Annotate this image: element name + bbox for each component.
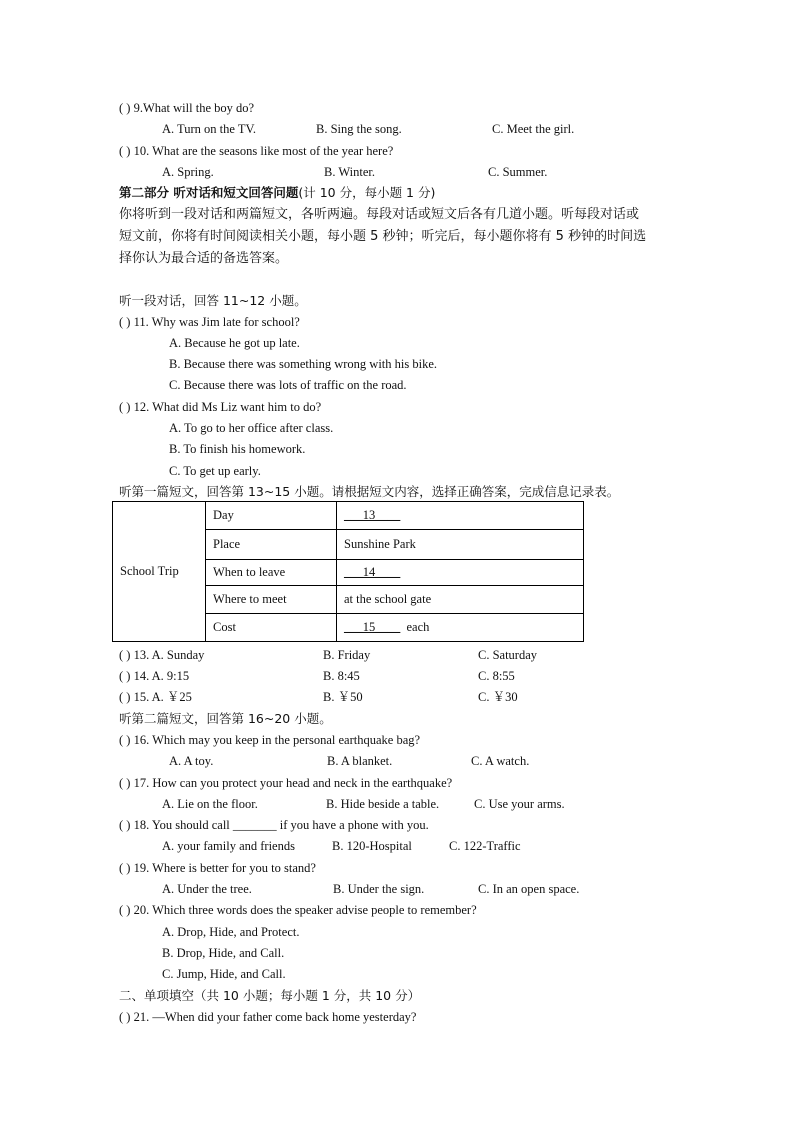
table-row-value: ___13____ — [337, 502, 584, 530]
question-12-option-b: B. To finish his homework. — [169, 442, 306, 456]
question-15-stem: ( ) 15. A. ￥25 — [119, 690, 192, 704]
question-19-option-a: A. Under the tree. — [162, 882, 252, 896]
question-11-stem: ( ) 11. Why was Jim late for school? — [119, 315, 300, 329]
question-19-stem: ( ) 19. Where is better for you to stand? — [119, 861, 316, 875]
question-11-option-a: A. Because he got up late. — [169, 336, 300, 350]
question-16-stem: ( ) 16. Which may you keep in the personal earthquake bag? — [119, 733, 421, 747]
question-14-option-b: B. 8:45 — [323, 669, 360, 683]
question-9-stem: ( ) 9.What will the boy do? — [119, 101, 255, 115]
table-row-value: ___14____ — [337, 560, 584, 586]
table-row-label: Day — [206, 502, 337, 530]
question-17-stem: ( ) 17. How can you protect your head and neck in the earthquake? — [119, 776, 453, 790]
part-2-score: (计 10 分，每小题 1 分) — [298, 185, 436, 200]
question-9-option-b: B. Sing the song. — [316, 122, 402, 136]
table-row-value: at the school gate — [337, 586, 584, 614]
question-12-option-a: A. To go to her office after class. — [169, 421, 334, 435]
table-row-value: ___15____ each — [337, 614, 584, 642]
question-17-option-b: B. Hide beside a table. — [326, 797, 440, 811]
question-17-option-a: A. Lie on the floor. — [162, 797, 258, 811]
part-2-intro-line-1: 你将听到一段对话和两篇短文，各听两遍。每段对话或短文后各有几道小题。听每段对话或 — [119, 207, 640, 222]
part-2-intro-line-2: 短文前，你将有时间阅读相关小题，每小题 5 秒钟；听完后，每小题你将有 5 秒钟的时间选 — [119, 229, 647, 244]
question-15-option-b: B. ￥50 — [323, 690, 363, 704]
question-14-option-c: C. 8:55 — [478, 669, 515, 683]
question-13-option-c: C. Saturday — [478, 648, 538, 662]
question-20-option-a: A. Drop, Hide, and Protect. — [162, 925, 300, 939]
question-12-stem: ( ) 12. What did Ms Liz want him to do? — [119, 400, 322, 414]
question-18-option-c: C. 122-Traffic — [449, 839, 521, 853]
question-20-option-b: B. Drop, Hide, and Call. — [162, 946, 285, 960]
part-2-title: 第二部分 听对话和短文回答问题 — [119, 185, 299, 200]
part-2-heading — [119, 185, 435, 201]
question-9-option-a: A. Turn on the TV. — [162, 122, 257, 136]
question-18-option-b: B. 120-Hospital — [332, 839, 412, 853]
question-10-option-a: A. Spring. — [162, 165, 214, 179]
question-16-option-b: B. A blanket. — [327, 754, 393, 768]
question-18-stem: ( ) 18. You should call _______ if you have a phone with you. — [119, 818, 429, 832]
question-17-option-c: C. Use your arms. — [474, 797, 565, 811]
question-11-option-b: B. Because there was something wrong with his bike. — [169, 357, 438, 371]
question-20-stem: ( ) 20. Which three words does the speaker advise people to remember? — [119, 903, 477, 917]
table-row-label: Place — [206, 530, 337, 560]
question-10-stem: ( ) 10. What are the seasons like most of the year here? — [119, 144, 394, 158]
passage-2-header: 听第二篇短文，回答第 16~20 小题。 — [119, 711, 332, 726]
table-row — [113, 502, 584, 530]
question-10-option-b: B. Winter. — [324, 165, 376, 179]
question-12-option-c: C. To get up early. — [169, 464, 261, 478]
table-row-label: Where to meet — [206, 586, 337, 614]
question-16-option-c: C. A watch. — [471, 754, 530, 768]
question-20-option-c: C. Jump, Hide, and Call. — [162, 967, 286, 981]
question-11-option-c: C. Because there was lots of traffic on the road. — [169, 378, 407, 392]
question-18-option-a: A. your family and friends — [162, 839, 295, 853]
question-21-stem: ( ) 21. —When did your father come back home yesterday? — [119, 1010, 417, 1024]
table-row-label: Cost — [206, 614, 337, 642]
dialog-header: 听一段对话，回答 11~12 小题。 — [119, 293, 307, 308]
table-row-value: Sunshine Park — [337, 530, 584, 560]
section-2-heading: 二、单项填空（共 10 小题；每小题 1 分，共 10 分） — [119, 988, 421, 1003]
question-15-option-c: C. ￥30 — [478, 690, 518, 704]
part-2-intro-line-3: 择你认为最合适的备选答案。 — [119, 251, 289, 266]
question-9-option-c: C. Meet the girl. — [492, 122, 575, 136]
question-19-option-b: B. Under the sign. — [333, 882, 425, 896]
passage-1-header: 听第一篇短文，回答第 13~15 小题。请根据短文内容，选择正确答案，完成信息记录表。 — [119, 484, 620, 499]
table-row-label: When to leave — [206, 560, 337, 586]
question-16-option-a: A. A toy. — [169, 754, 214, 768]
school-trip-table — [112, 501, 584, 642]
question-13-stem: ( ) 13. A. Sunday — [119, 648, 205, 662]
table-group-label: School Trip — [113, 502, 206, 642]
question-14-stem: ( ) 14. A. 9:15 — [119, 669, 190, 683]
question-19-option-c: C. In an open space. — [478, 882, 580, 896]
question-13-option-b: B. Friday — [323, 648, 371, 662]
question-10-option-c: C. Summer. — [488, 165, 548, 179]
